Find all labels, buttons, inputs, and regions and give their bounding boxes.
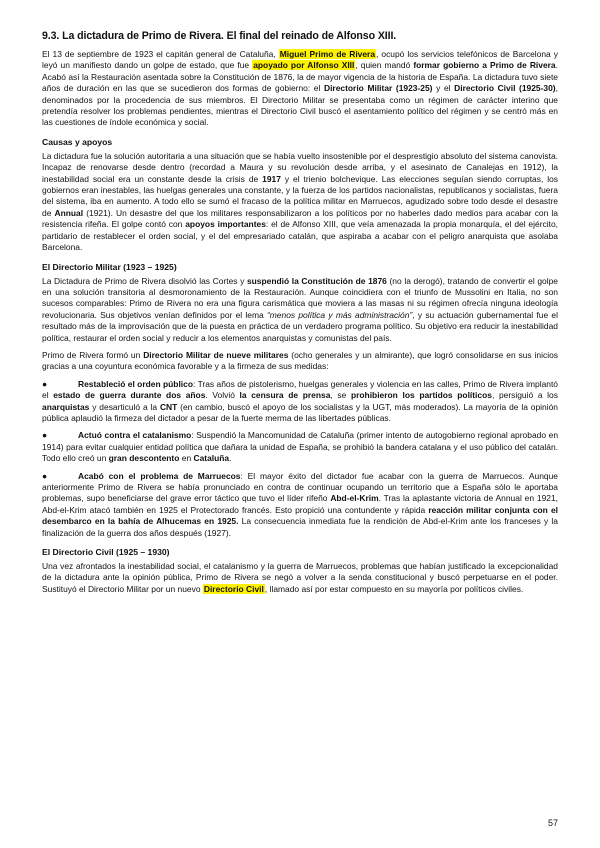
civil-paragraph: Una vez afrontados la inestabilidad social, el catalanismo y la guerra de Marruecos, problemas que habían justificado la excepcionalidad de la dictadura ante la opinión pública, Primo de Rivera se negó a volver a la senda constitucional y buscó perpetuarse en el poder. Sustituyó el Directorio Militar por un nuevo Directorio Civil, llamado así por estar compuesto en su mayoría por políticos civiles. <box>42 561 558 594</box>
highlight-directorio-civil: Directorio Civil <box>203 583 264 594</box>
bullet-icon: ● <box>42 470 48 481</box>
bullet-marruecos: ● Acabó con el problema de Marruecos: El mayor éxito del dictador fue acabar con la guerra de Marruecos. Aunque anteriormente Primo de Rivera se había pronunciado en contra de continuar ocupando un territorio que a España sólo le aportaba problemas, supo beneficiarse del grave error táctico que tuvo el líder rifeño Abd-el-Krim. Tras la aplastante victoria de Annual en 1921, Abd-el-Krim atacó también en 1925 el Protectorado francés. Esto propició una contundente y rápida reacción militar conjunta con el desembarco en la bahía de Alhucemas en 1925. La consecuencia inmediata fue la rendición de Abd-el-Krim ante los franceses y la finalización de la guerra dos años después (1927). <box>42 470 558 538</box>
bullet-icon: ● <box>42 430 48 441</box>
bullet-orden-publico: ● Restableció el orden público: Tras años de pistolerismo, huelgas generales y violencia en las calles, Primo de Rivera implantó el estado de guerra durante dos años. Volvió la censura de prensa, se prohibieron los partidos políticos, persiguió a los anarquistas y desarticuló a la CNT (en cambio, buscó el apoyo de los socialistas y la UGT, más moderados). La mayoría de la opinión pública aplaudió la firmeza del dictador a pesar de la fuerte merma de las libertades públicas. <box>42 378 558 423</box>
page-number: 57 <box>547 818 558 828</box>
heading-causas: Causas y apoyos <box>42 136 113 147</box>
bullet-icon: ● <box>42 378 48 389</box>
militar-paragraph-1: La Dictadura de Primo de Rivera disolvió las Cortes y suspendió la Constitución de 1876 (no la derogó), tratando de convertir el golpe en una solución transitoria al desmoronamiento de la Restauración. Aunque coincidiera con el triunfo de Mussolini en Italia, no son sucesos comparables: Primo de Rivera no era una figura carismática que moviera a las masas ni su régimen ofrecía ninguna ideología revolucionaria. Sus objetivos venían definidos por el lema “menos política y más administración”, y su actuación gubernamental fue el resultado más de la improvisación que de la puesta en práctica de un verdadero programa político. Su objetivo era reducir la inestabilidad política, restaurar el orden social y reducir a los elementos anarquistas y comunistas del país. <box>42 275 558 343</box>
bullet-catalanismo: ● Actuó contra el catalanismo: Suspendió la Mancomunidad de Cataluña (primer intento de autogobierno regional aprobado en 1914) para evitar cualquier entidad política que dañara la unidad de España, se prohibió la bandera catalana y el uso público del catalán. Todo ello creó un gran descontento en Cataluña. <box>42 430 559 464</box>
intro-paragraph: El 13 de septiembre de 1923 el capitán general de Cataluña, Miguel Primo de Rivera, ocupó los servicios telefónicos de Barcelona y leyó un manifiesto dando un golpe de estado, que fue apoyado por Alfonso XIII, quien mandó formar gobierno a Primo de Rivera. Acabó así la Restauración asentada sobre la Constitución de 1876, la de mayor vigencia de la historia de España. La dictadura tuvo siete años de duración en las que se sucedieron dos formas de gobierno: el Directorio Militar (1923-25) y el Directorio Civil (1925-30), denominados por la procedencia de sus miembros. El Directorio Militar se presentaba como un régimen de carácter interino que pretendía resolver los problemas pendientes, mientras el Directorio Civil buscó el asentamiento político del régimen y se centró más en las cuestiones de índole económica y social. <box>42 49 558 128</box>
highlight-alfonso: apoyado por Alfonso XIII <box>253 60 355 71</box>
highlight-primo: Miguel Primo de Rivera <box>279 49 376 59</box>
heading-directorio-civil: El Directorio Civil (1925 – 1930) <box>42 547 170 558</box>
militar-paragraph-2: Primo de Rivera formó un Directorio Militar de nueve militares (ocho generales y un almirante), que logró consolidarse en sus inicios gracias a una coyuntura económica favorable y a la firmeza de sus medidas: <box>42 349 558 372</box>
heading-directorio-militar: El Directorio Militar (1923 – 1925) <box>42 261 177 272</box>
causas-paragraph: La dictadura fue la solución autoritaria a una situación que se había vuelto insostenible por el desprestigio absoluto del sistema canovista. Incapaz de renovarse desde dentro (recordad a Maura y su revolución desde arriba, y el asesinato de Canalejas en 1912), la inestabilidad social era un constante desde la crisis de 1917 y el trienio bolchevique. Las elecciones seguían siendo corruptas, los gobiernos eran inestables, las huelgas generales una constante, y la fuerza de los partidos nacionalistas, republicanos y socialistas, fuera del sistema, iba en aumento. A todo ello se sumó el fracaso de la política militar en Marruecos, agudizado sobre todo desde el desastre de Annual (1921). Un desastre del que los militares responsabilizaron a los políticos por no haberles dado medios para acabar con la resistencia rifeña. El golpe contó con apoyos importantes: el de Alfonso XIII, que veía amenazada la propia monarquía, el del ejército, partidario de restablecer el orden social, y el del empresariado catalán, que aspiraba a acabar con el peligro anarquista que asolaba Barcelona. <box>42 150 559 253</box>
section-title: 9.3. La dictadura de Primo de Rivera. El final del reinado de Alfonso XIII. <box>42 30 397 42</box>
